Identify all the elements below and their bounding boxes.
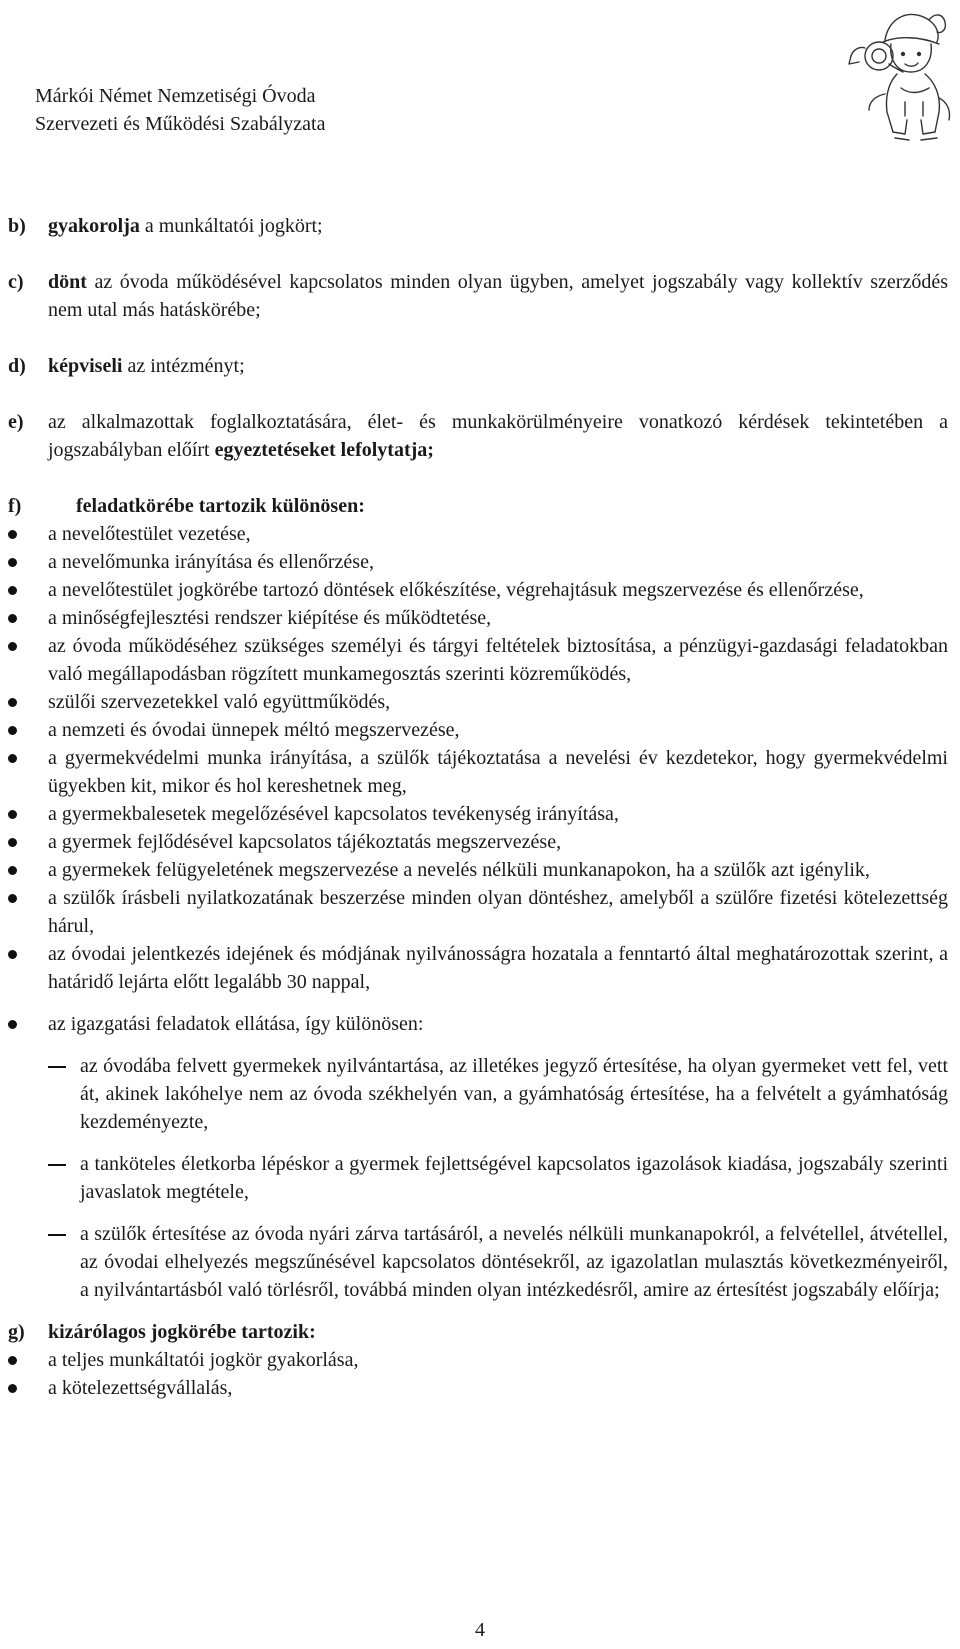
document-header xyxy=(35,82,325,138)
bullet-text: a szülők írásbeli nyilatkozatának beszerzése minden olyan döntéshez, amelyből a szülőre fizetési kötelezettség hárul, xyxy=(48,887,948,937)
bullet-text: a kötelezettségvállalás, xyxy=(48,1377,233,1399)
item-text xyxy=(48,268,948,324)
dash-text: a szülők értesítése az óvoda nyári zárva tartásáról, a nevelés nélküli munkanapokról, a felvétellel, átvétellel, az óvodai elhelyezés megszűnésével kapcsolatos döntésekről, az igazolatlan mulasztás következményeiről, a nyilvántartásból való törlésről, továbbá minden olyan intézkedésről, amire az értesítést jogszabály előírja; xyxy=(80,1223,948,1301)
list-item xyxy=(48,1150,948,1206)
item-bold: dönt xyxy=(48,271,87,293)
item-label: f) xyxy=(8,495,22,517)
bullet-icon xyxy=(8,576,48,604)
item-label: d) xyxy=(8,355,26,377)
list-item xyxy=(48,1052,948,1136)
bullet-text: a gyermekek felügyeletének megszervezése a nevelés nélküli munkanapokon, ha a szülők azt igénylik, xyxy=(48,859,870,881)
list-item xyxy=(48,1220,948,1304)
dash-icon xyxy=(48,1052,80,1080)
bullet-icon xyxy=(8,1374,48,1402)
bullet-icon xyxy=(8,1010,48,1038)
list-item xyxy=(8,716,948,744)
dash-icon xyxy=(48,1220,80,1248)
list-item xyxy=(8,576,948,604)
item-b xyxy=(8,212,948,240)
header-document-title: Szervezeti és Működési Szabályzata xyxy=(35,113,326,135)
item-g xyxy=(8,1318,948,1346)
bullet-text: a teljes munkáltatói jogkör gyakorlása, xyxy=(48,1349,359,1371)
dash-list xyxy=(8,1052,948,1304)
bullet-icon xyxy=(8,632,48,660)
header-institution-name: Márkói Német Nemzetiségi Óvoda xyxy=(35,85,316,107)
item-bold: képviseli xyxy=(48,355,123,377)
item-text xyxy=(76,492,948,520)
list-item xyxy=(8,744,948,800)
item-rest: az óvoda működésével kapcsolatos minden olyan ügyben, amelyet jogszabály vagy kollektív szerződés nem utal más hatáskörébe; xyxy=(48,271,948,321)
item-c xyxy=(8,268,948,324)
document-body xyxy=(8,212,948,1402)
item-label: b) xyxy=(8,215,26,237)
bullet-text: a nevelőtestület jogkörébe tartozó döntések előkészítése, végrehajtásuk megszervezése és ellenőrzése, xyxy=(48,579,864,601)
item-f xyxy=(8,492,948,520)
bullet-icon xyxy=(8,1346,48,1374)
list-item xyxy=(8,548,948,576)
page-number: 4 xyxy=(475,1619,485,1641)
item-pre: az alkalmazottak foglalkoztatására, élet- és munkakörülményeire vonatkozó kérdések tekintetében a jogszabályban előírt xyxy=(48,411,948,461)
list-item xyxy=(8,1374,948,1402)
child-with-horn-icon xyxy=(845,2,957,144)
item-d xyxy=(8,352,948,380)
bullet-text: a nemzeti és óvodai ünnepek méltó megszervezése, xyxy=(48,719,460,741)
list-item xyxy=(8,828,948,856)
item-bold: feladatkörébe tartozik különösen: xyxy=(76,495,365,517)
bullet-icon xyxy=(8,688,48,716)
item-bold: kizárólagos jogkörébe tartozik: xyxy=(48,1321,316,1343)
item-text xyxy=(48,212,948,240)
bullet-text: az igazgatási feladatok ellátása, így különösen: xyxy=(48,1013,424,1035)
item-label: g) xyxy=(8,1321,25,1343)
bullet-icon xyxy=(8,828,48,856)
bullet-icon xyxy=(8,856,48,884)
list-item xyxy=(8,632,948,688)
g-bullet-list xyxy=(8,1346,948,1402)
item-text xyxy=(48,352,948,380)
bullet-text: a nevelőtestület vezetése, xyxy=(48,523,251,545)
bullet-text: az óvodai jelentkezés idejének és módjának nyilvánosságra hozatala a fenntartó által meghatározottak szerint, a határidő lejárta előtt legalább 30 nappal, xyxy=(48,943,948,993)
bullet-icon xyxy=(8,744,48,772)
dash-text: az óvodába felvett gyermekek nyilvántartása, az illetékes jegyző értesítése, ha olyan gyermeket vett fel, vett át, akinek lakóhelye nem az óvoda székhelyén van, a gyámhatóság értesítése, ha a felvételt a gyámhatóság kezdeményezte, xyxy=(80,1055,948,1133)
bullet-text: az óvoda működéséhez szükséges személyi és tárgyi feltételek biztosítása, a pénzügyi-gazdasági feladatokban való megállapodásban rögzített munkamegosztás szerinti közreműködés, xyxy=(48,635,948,685)
item-e xyxy=(8,408,948,464)
item-bold: egyeztetéseket lefolytatja; xyxy=(214,439,434,461)
item-label: c) xyxy=(8,271,24,293)
item-rest: az intézményt; xyxy=(122,355,245,377)
item-bold: gyakorolja xyxy=(48,215,140,237)
list-item xyxy=(8,520,948,548)
bullet-icon xyxy=(8,884,48,912)
item-label: e) xyxy=(8,411,24,433)
bullet-text: a gyermek fejlődésével kapcsolatos tájékoztatás megszervezése, xyxy=(48,831,562,853)
list-item xyxy=(8,604,948,632)
bullet-icon xyxy=(8,940,48,968)
list-item xyxy=(8,940,948,996)
bullet-icon xyxy=(8,548,48,576)
list-item xyxy=(8,1346,948,1374)
list-item xyxy=(8,856,948,884)
list-item xyxy=(8,1010,948,1038)
list-item xyxy=(8,884,948,940)
bullet-text: a minőségfejlesztési rendszer kiépítése és működtetése, xyxy=(48,607,492,629)
bullet-icon xyxy=(8,800,48,828)
bullet-text: a gyermekvédelmi munka irányítása, a szülők tájékoztatása a nevelési év kezdetekor, hogy gyermekvédelmi ügyekben kit, mikor és hol kereshetnek meg, xyxy=(48,747,948,797)
bullet-icon xyxy=(8,716,48,744)
list-item xyxy=(8,800,948,828)
item-text xyxy=(48,1318,948,1346)
dash-icon xyxy=(48,1150,80,1178)
dash-text: a tanköteles életkorba lépéskor a gyermek fejlettségével kapcsolatos igazolások kiadása, jogszabály szerinti javaslatok megtétele, xyxy=(80,1153,948,1203)
f-bullet-list xyxy=(8,520,948,1038)
bullet-icon xyxy=(8,520,48,548)
item-text xyxy=(48,408,948,464)
bullet-icon xyxy=(8,604,48,632)
bullet-text: a nevelőmunka irányítása és ellenőrzése, xyxy=(48,551,374,573)
list-item xyxy=(8,688,948,716)
item-rest: a munkáltatói jogkört; xyxy=(139,215,323,237)
bullet-text: a gyermekbalesetek megelőzésével kapcsolatos tevékenység irányítása, xyxy=(48,803,619,825)
bullet-text: szülői szervezetekkel való együttműködés, xyxy=(48,691,391,713)
